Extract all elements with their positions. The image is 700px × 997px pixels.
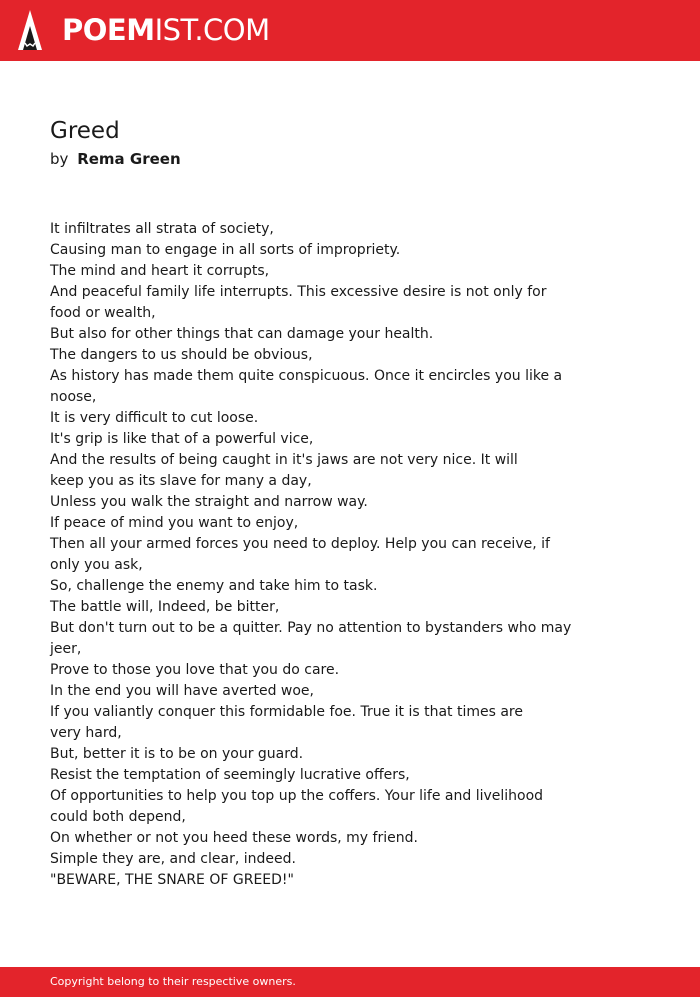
poem-line: If you valiantly conquer this formidable foe. True it is that times are	[50, 704, 523, 720]
logo-bold-text: POEM	[62, 13, 155, 47]
by-label: by	[50, 150, 69, 168]
poem-line: Resist the temptation of seemingly lucrative offers,	[50, 767, 410, 783]
poem-line: noose,	[50, 389, 97, 405]
poem-line: could both depend,	[50, 809, 186, 825]
poem-line: On whether or not you heed these words, my friend.	[50, 830, 418, 846]
author-name: Rema Green	[77, 150, 181, 168]
poem-line: keep you as its slave for many a day,	[50, 473, 312, 489]
poem-body	[50, 219, 570, 891]
poem-line: So, challenge the enemy and take him to task.	[50, 578, 378, 594]
poem-line: Of opportunities to help you top up the coffers. Your life and livelihood	[50, 788, 544, 804]
poem-line: But don't turn out to be a quitter. Pay no attention to bystanders who may	[50, 620, 572, 636]
poem-line: But also for other things that can damage your health.	[50, 326, 434, 342]
poem-line: And the results of being caught in it's jaws are not very nice. It will	[50, 452, 518, 468]
poem-line: "BEWARE, THE SNARE OF GREED!"	[50, 872, 294, 888]
poem-line: It is very difficult to cut loose.	[50, 410, 259, 426]
byline	[50, 148, 181, 170]
poem-line: Prove to those you love that you do care.	[50, 662, 340, 678]
copyright-text: Copyright belong to their respective owners.	[50, 975, 296, 988]
logo-light-text: IST.COM	[154, 13, 270, 47]
poem-line: As history has made them quite conspicuous. Once it encircles you like a	[50, 368, 563, 384]
site-header	[0, 0, 700, 61]
poem-line: It infiltrates all strata of society,	[50, 221, 274, 237]
site-logo[interactable]	[62, 13, 270, 47]
site-footer	[0, 967, 700, 997]
poem-line: The battle will, Indeed, be bitter,	[50, 599, 280, 615]
poem-title: Greed	[50, 118, 120, 144]
poem-line: food or wealth,	[50, 305, 156, 321]
poem-line: In the end you will have averted woe,	[50, 683, 314, 699]
poem-line: very hard,	[50, 725, 122, 741]
poem-line: jeer,	[50, 641, 82, 657]
poem-line: only you ask,	[50, 557, 143, 573]
pencil-icon[interactable]	[18, 10, 42, 52]
poem-line: Simple they are, and clear, indeed.	[50, 851, 296, 867]
poem-line: If peace of mind you want to enjoy,	[50, 515, 299, 531]
poem-line: Unless you walk the straight and narrow way.	[50, 494, 368, 510]
poem-line: Causing man to engage in all sorts of impropriety.	[50, 242, 401, 258]
poem-line: But, better it is to be on your guard.	[50, 746, 304, 762]
poem-line: The mind and heart it corrupts,	[50, 263, 270, 279]
poem-line: The dangers to us should be obvious,	[50, 347, 313, 363]
poem-line: And peaceful family life interrupts. This excessive desire is not only for	[50, 284, 547, 300]
poem-line: It's grip is like that of a powerful vice,	[50, 431, 314, 447]
poem-line: Then all your armed forces you need to deploy. Help you can receive, if	[50, 536, 550, 552]
